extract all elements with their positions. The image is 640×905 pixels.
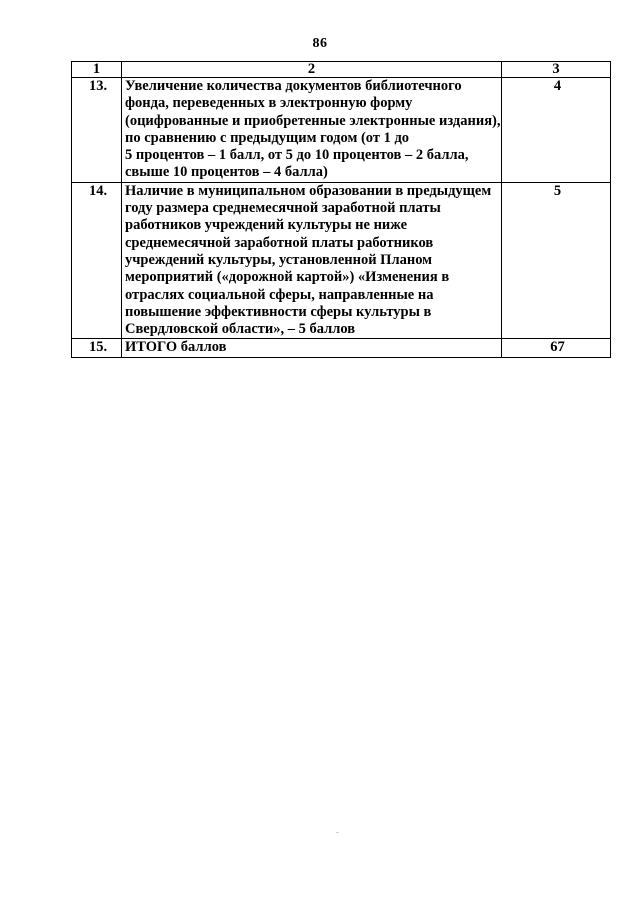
description-line: учреждений культуры, установленной Планом [125,251,433,268]
description-line: (оцифрованные и приобретенные электронные издания), [125,112,501,129]
row-number: 15. [72,339,122,357]
table-row-15-total [72,339,611,357]
page-number: 86 [312,36,328,51]
description-line: работников учреждений культуры не ниже [125,217,408,234]
row-description [122,182,502,339]
description-line: по сравнению с предыдущим годом (от 1 до [125,129,410,146]
table-header-row [72,62,611,78]
column-header-1: 1 [72,62,122,78]
description-line: мероприятий («дорожной картой») «Изменения в [125,269,450,286]
table-row-13 [72,78,611,183]
description-line: году размера среднемесячной заработной платы [125,200,441,217]
total-label: ИТОГО баллов [125,339,227,356]
description-line: фонда, переведенных в электронную форму [125,95,413,112]
row-score: 4 [502,78,611,183]
description-line: Наличие в муниципальном образовании в предыдущем [125,182,492,199]
description-line: среднемесячной заработной платы работников [125,234,434,251]
row-description [122,78,502,183]
criteria-table [71,61,611,358]
row-number: 14. [72,182,122,339]
scan-speck [336,832,339,833]
description-line: повышение эффективности сферы культуры в [125,303,432,320]
row-score: 5 [502,182,611,339]
row-description [122,339,502,357]
table-row-14 [72,182,611,339]
description-line: Свердловской области», – 5 баллов [125,321,356,338]
row-number: 13. [72,78,122,183]
description-line: свыше 10 процентов – 4 балла) [125,164,328,181]
description-line: отраслях социальной сферы, направленные на [125,286,434,303]
description-line: Увеличение количества документов библиотечного [125,78,462,94]
total-score: 67 [502,339,611,357]
description-line: 5 процентов – 1 балл, от 5 до 10 процентов – 2 балла, [125,147,469,164]
column-header-2: 2 [122,62,502,78]
column-header-3: 3 [502,62,611,78]
